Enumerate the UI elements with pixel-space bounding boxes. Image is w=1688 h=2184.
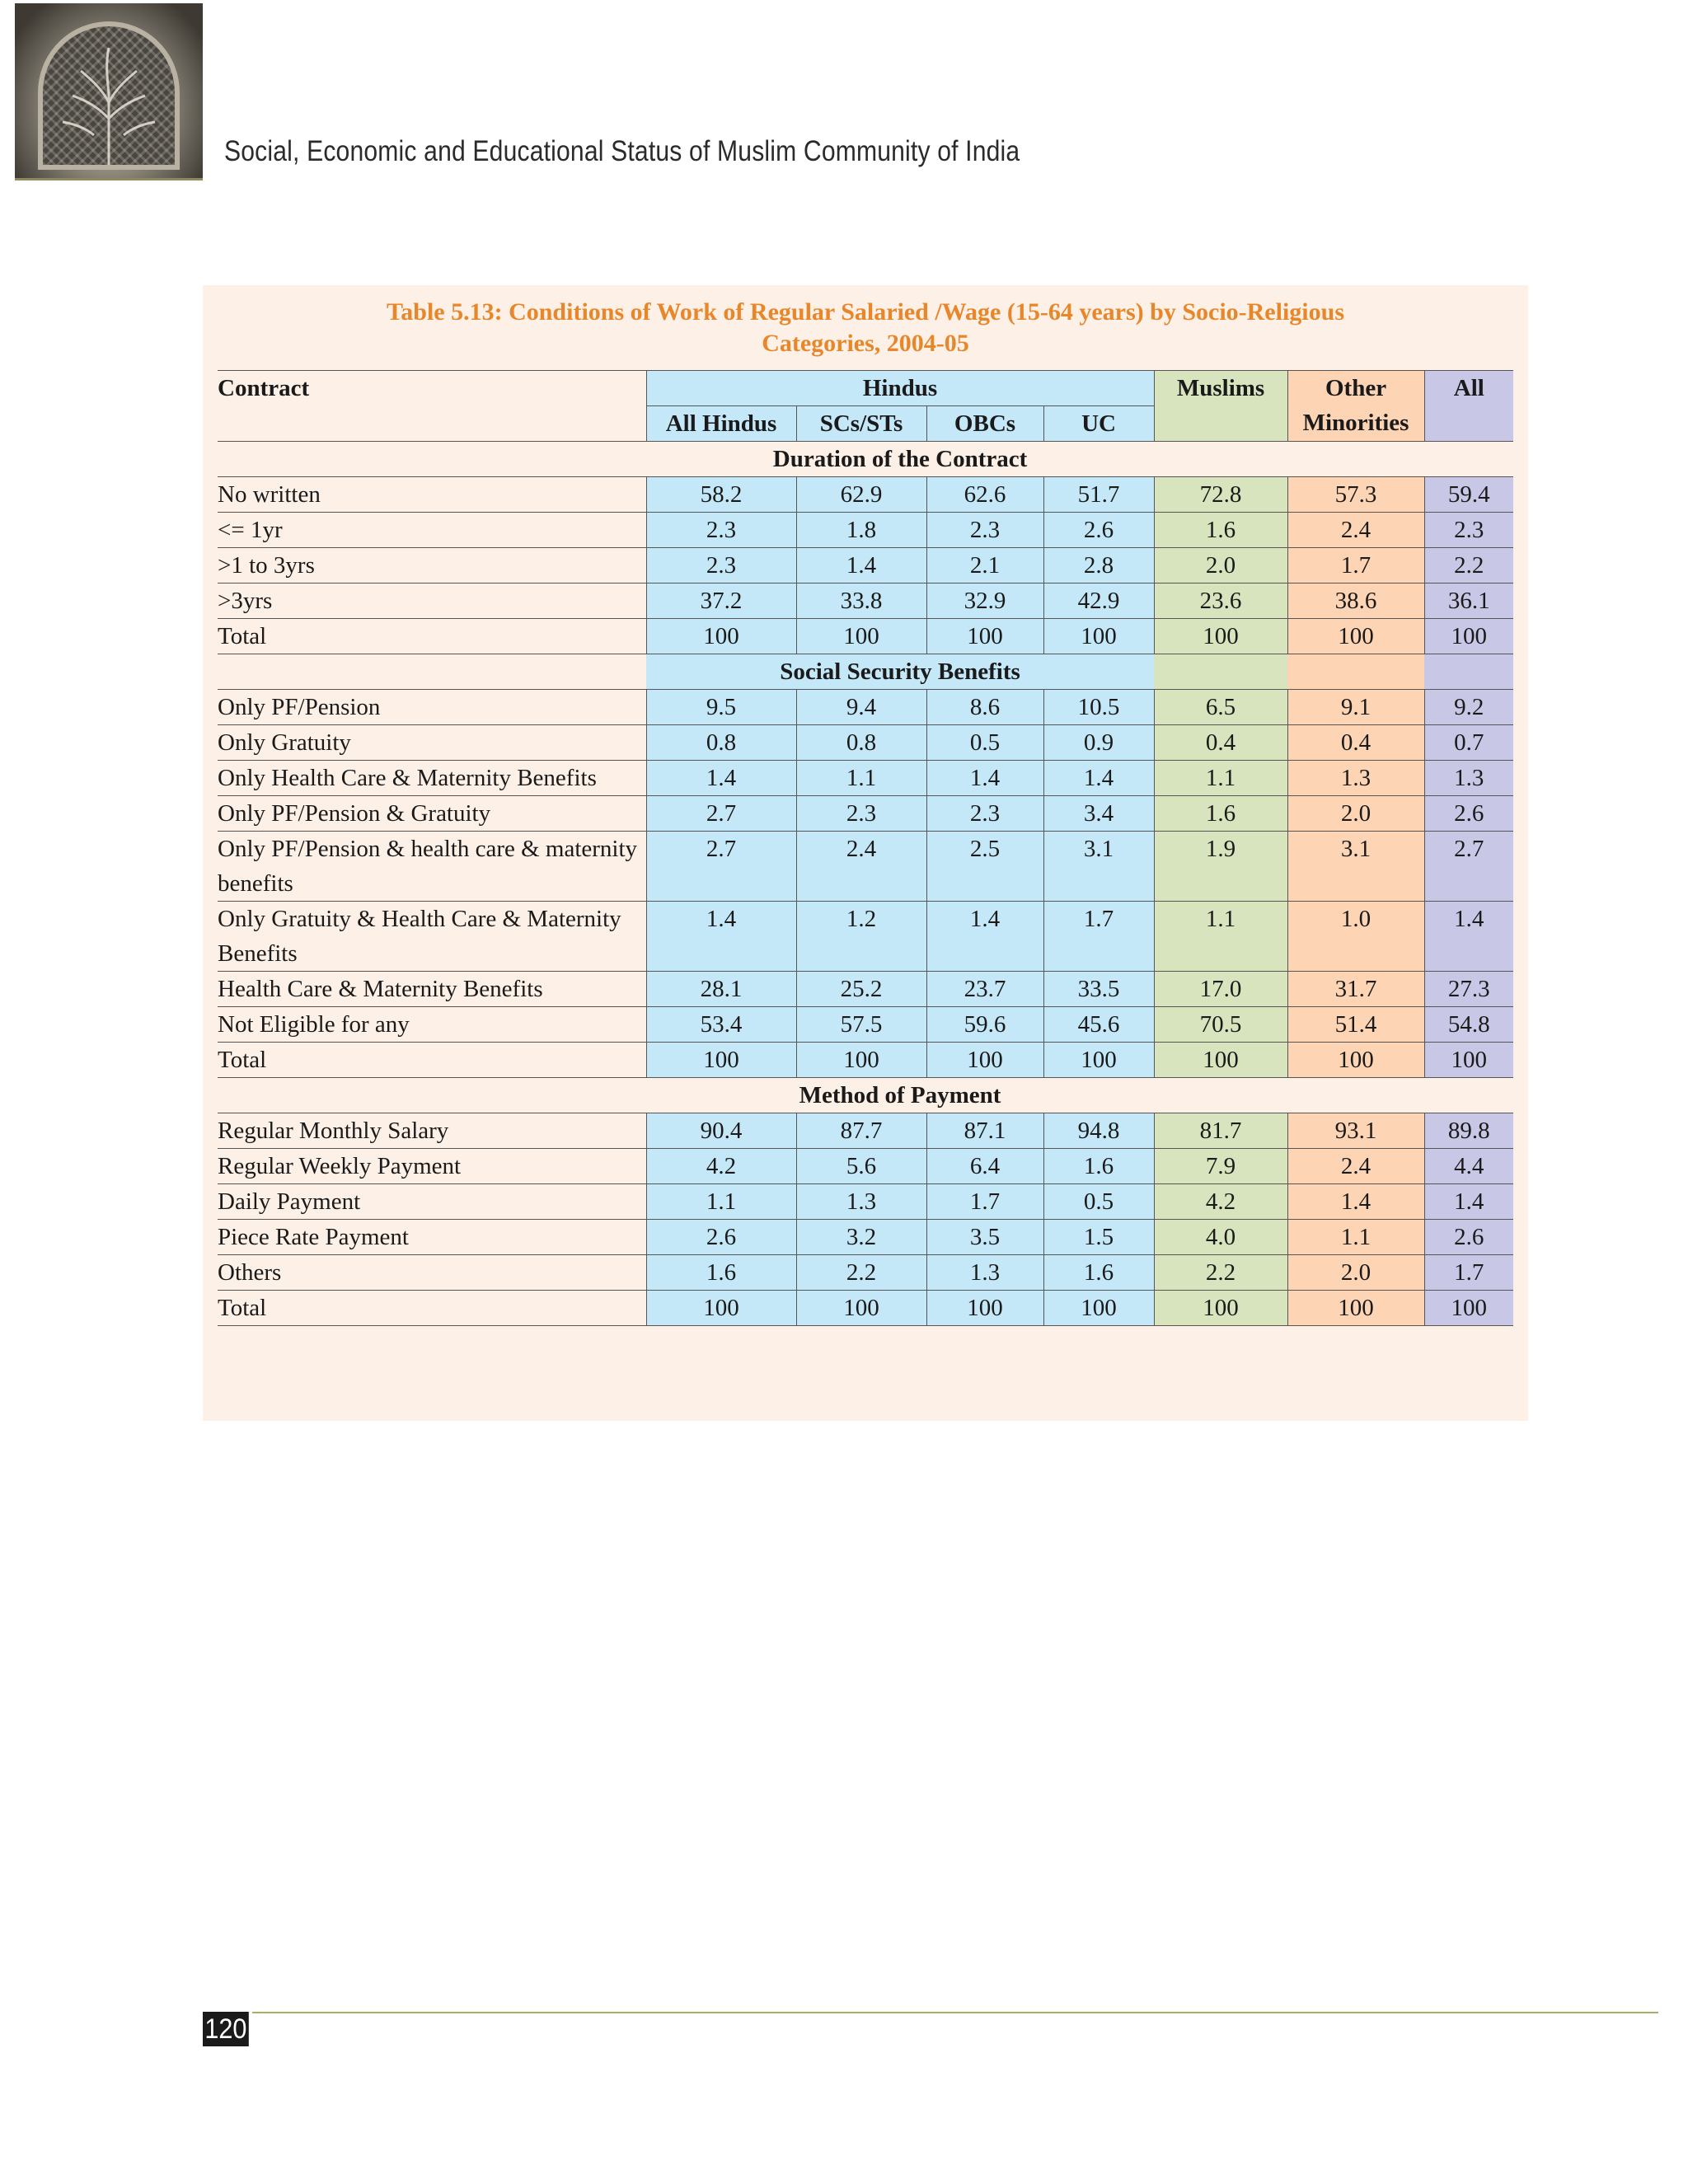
value-cell: 1.3 — [796, 1184, 926, 1220]
table-body — [218, 442, 1513, 1326]
value-cell: 1.3 — [1424, 761, 1513, 796]
value-cell: 32.9 — [926, 583, 1043, 619]
table-row — [218, 1007, 1513, 1043]
value-cell: 2.7 — [1424, 832, 1513, 902]
value-cell: 3.1 — [1043, 832, 1154, 902]
value-cell: 51.4 — [1287, 1007, 1424, 1043]
value-cell: 10.5 — [1043, 690, 1154, 725]
header-all: All — [1424, 371, 1513, 442]
value-cell: 9.2 — [1424, 690, 1513, 725]
value-cell: 9.5 — [646, 690, 796, 725]
value-cell: 1.7 — [926, 1184, 1043, 1220]
value-cell: 2.3 — [796, 796, 926, 832]
value-cell: 36.1 — [1424, 583, 1513, 619]
row-label: Total — [218, 1291, 646, 1326]
page-number: 120 — [203, 2012, 249, 2046]
value-cell: 100 — [646, 619, 796, 654]
value-cell: 2.3 — [646, 513, 796, 548]
value-cell: 1.5 — [1043, 1220, 1154, 1255]
value-cell: 5.6 — [796, 1149, 926, 1184]
table-caption-line-1: Table 5.13: Conditions of Work of Regular Salaried /Wage (15-64 years) by Socio-Religious — [387, 298, 1344, 326]
value-cell: 2.4 — [1287, 513, 1424, 548]
value-cell: 0.8 — [646, 725, 796, 761]
table-row — [218, 1149, 1513, 1184]
value-cell: 81.7 — [1154, 1113, 1287, 1149]
value-cell: 4.2 — [646, 1149, 796, 1184]
table-caption-line-2: Categories, 2004-05 — [762, 330, 969, 357]
value-cell: 62.6 — [926, 477, 1043, 513]
row-label: Total — [218, 1043, 646, 1078]
value-cell: 2.4 — [1287, 1149, 1424, 1184]
value-cell: 3.5 — [926, 1220, 1043, 1255]
row-label: Others — [218, 1255, 646, 1291]
value-cell: 2.7 — [646, 832, 796, 902]
table-row — [218, 690, 1513, 725]
section-blank-cell — [1424, 1078, 1513, 1113]
value-cell: 45.6 — [1043, 1007, 1154, 1043]
section-color-cell — [1154, 654, 1287, 690]
table-row — [218, 902, 1513, 972]
row-label: Only Gratuity — [218, 725, 646, 761]
value-cell: 1.6 — [646, 1255, 796, 1291]
header-hindus: Hindus — [646, 371, 1154, 406]
value-cell: 4.2 — [1154, 1184, 1287, 1220]
table-row — [218, 1043, 1513, 1078]
header-other-minorities — [1287, 371, 1424, 442]
section-blank-cell — [1424, 442, 1513, 477]
value-cell: 100 — [1154, 1291, 1287, 1326]
value-cell: 7.9 — [1154, 1149, 1287, 1184]
value-cell: 3.2 — [796, 1220, 926, 1255]
section-blank-cell — [1154, 442, 1287, 477]
row-label: Only PF/Pension & health care & maternity benefits — [218, 832, 646, 902]
running-header-title: Social, Economic and Educational Status of Muslim Community of India — [224, 135, 1020, 167]
value-cell: 2.8 — [1043, 548, 1154, 583]
value-cell: 100 — [1287, 1291, 1424, 1326]
value-cell: 2.2 — [796, 1255, 926, 1291]
value-cell: 2.3 — [1424, 513, 1513, 548]
value-cell: 6.4 — [926, 1149, 1043, 1184]
table-panel — [203, 285, 1528, 1421]
row-label: Health Care & Maternity Benefits — [218, 972, 646, 1007]
value-cell: 100 — [926, 1043, 1043, 1078]
value-cell: 100 — [1424, 1291, 1513, 1326]
data-table — [218, 370, 1513, 1326]
value-cell: 2.0 — [1154, 548, 1287, 583]
value-cell: 100 — [646, 1291, 796, 1326]
value-cell: 0.4 — [1154, 725, 1287, 761]
value-cell: 0.5 — [1043, 1184, 1154, 1220]
value-cell: 2.1 — [926, 548, 1043, 583]
value-cell: 2.6 — [1043, 513, 1154, 548]
value-cell: 1.7 — [1043, 902, 1154, 972]
value-cell: 27.3 — [1424, 972, 1513, 1007]
header-contract: Contract — [218, 371, 646, 442]
value-cell: 1.1 — [1287, 1220, 1424, 1255]
value-cell: 1.6 — [1043, 1149, 1154, 1184]
table-row — [218, 761, 1513, 796]
value-cell: 37.2 — [646, 583, 796, 619]
section-blank-cell — [1287, 442, 1424, 477]
value-cell: 1.1 — [796, 761, 926, 796]
value-cell: 31.7 — [1287, 972, 1424, 1007]
tree-of-life-icon — [15, 3, 203, 178]
value-cell: 100 — [1154, 1043, 1287, 1078]
table-row — [218, 477, 1513, 513]
value-cell: 1.4 — [646, 902, 796, 972]
value-cell: 9.4 — [796, 690, 926, 725]
header-obcs: OBCs — [926, 406, 1043, 442]
value-cell: 1.0 — [1287, 902, 1424, 972]
value-cell: 2.5 — [926, 832, 1043, 902]
value-cell: 62.9 — [796, 477, 926, 513]
value-cell: 2.2 — [1154, 1255, 1287, 1291]
section-title-row — [218, 442, 1513, 477]
header-muslims: Muslims — [1154, 371, 1287, 442]
value-cell: 100 — [1287, 1043, 1424, 1078]
value-cell: 58.2 — [646, 477, 796, 513]
row-label: Only Health Care & Maternity Benefits — [218, 761, 646, 796]
value-cell: 1.6 — [1154, 796, 1287, 832]
value-cell: 100 — [796, 1043, 926, 1078]
section-spacer-cell — [218, 442, 646, 477]
section-title-row — [218, 1078, 1513, 1113]
value-cell: 1.4 — [646, 761, 796, 796]
value-cell: 2.6 — [646, 1220, 796, 1255]
section-spacer-cell — [218, 654, 646, 690]
value-cell: 90.4 — [646, 1113, 796, 1149]
value-cell: 100 — [1287, 619, 1424, 654]
section-title: Method of Payment — [646, 1078, 1154, 1113]
value-cell: 100 — [1424, 619, 1513, 654]
footer-rule — [252, 2012, 1658, 2013]
value-cell: 70.5 — [1154, 1007, 1287, 1043]
value-cell: 33.8 — [796, 583, 926, 619]
value-cell: 93.1 — [1287, 1113, 1424, 1149]
value-cell: 1.7 — [1287, 548, 1424, 583]
section-title-row — [218, 654, 1513, 690]
value-cell: 100 — [646, 1043, 796, 1078]
value-cell: 72.8 — [1154, 477, 1287, 513]
value-cell: 1.3 — [926, 1255, 1043, 1291]
value-cell: 1.1 — [1154, 761, 1287, 796]
row-label: Regular Monthly Salary — [218, 1113, 646, 1149]
row-label: >3yrs — [218, 583, 646, 619]
row-label: No written — [218, 477, 646, 513]
value-cell: 2.2 — [1424, 548, 1513, 583]
value-cell: 23.7 — [926, 972, 1043, 1007]
row-label: Only PF/Pension — [218, 690, 646, 725]
value-cell: 1.4 — [926, 902, 1043, 972]
value-cell: 0.7 — [1424, 725, 1513, 761]
value-cell: 1.1 — [646, 1184, 796, 1220]
header-mosque-image — [15, 3, 203, 180]
table-row — [218, 796, 1513, 832]
value-cell: 2.0 — [1287, 796, 1424, 832]
header-all-hindus: All Hindus — [646, 406, 796, 442]
value-cell: 87.7 — [796, 1113, 926, 1149]
value-cell: 1.3 — [1287, 761, 1424, 796]
value-cell: 87.1 — [926, 1113, 1043, 1149]
table-row — [218, 619, 1513, 654]
value-cell: 1.1 — [1154, 902, 1287, 972]
value-cell: 1.7 — [1424, 1255, 1513, 1291]
section-blank-cell — [1154, 1078, 1287, 1113]
value-cell: 9.1 — [1287, 690, 1424, 725]
value-cell: 57.5 — [796, 1007, 926, 1043]
table-caption — [203, 297, 1528, 359]
header-scs-sts: SCs/STs — [796, 406, 926, 442]
value-cell: 2.0 — [1287, 1255, 1424, 1291]
value-cell: 100 — [926, 619, 1043, 654]
value-cell: 51.7 — [1043, 477, 1154, 513]
table-row — [218, 1220, 1513, 1255]
value-cell: 100 — [1154, 619, 1287, 654]
row-label: Regular Weekly Payment — [218, 1149, 646, 1184]
value-cell: 53.4 — [646, 1007, 796, 1043]
value-cell: 54.8 — [1424, 1007, 1513, 1043]
row-label: Not Eligible for any — [218, 1007, 646, 1043]
value-cell: 1.4 — [1424, 1184, 1513, 1220]
value-cell: 100 — [796, 619, 926, 654]
value-cell: 94.8 — [1043, 1113, 1154, 1149]
value-cell: 1.2 — [796, 902, 926, 972]
value-cell: 100 — [926, 1291, 1043, 1326]
header-other-line-1: Other — [1325, 375, 1387, 401]
value-cell: 23.6 — [1154, 583, 1287, 619]
row-label: >1 to 3yrs — [218, 548, 646, 583]
value-cell: 0.4 — [1287, 725, 1424, 761]
value-cell: 100 — [1043, 619, 1154, 654]
section-color-cell — [1287, 654, 1424, 690]
table-row — [218, 1113, 1513, 1149]
value-cell: 42.9 — [1043, 583, 1154, 619]
value-cell: 33.5 — [1043, 972, 1154, 1007]
table-row — [218, 513, 1513, 548]
row-label: Piece Rate Payment — [218, 1220, 646, 1255]
row-label: Only PF/Pension & Gratuity — [218, 796, 646, 832]
table-row — [218, 832, 1513, 902]
section-blank-cell — [1287, 1078, 1424, 1113]
header-uc: UC — [1043, 406, 1154, 442]
value-cell: 6.5 — [1154, 690, 1287, 725]
table-row — [218, 1184, 1513, 1220]
table-row — [218, 972, 1513, 1007]
section-spacer-cell — [218, 1078, 646, 1113]
value-cell: 1.6 — [1043, 1255, 1154, 1291]
section-title: Duration of the Contract — [646, 442, 1154, 477]
row-label: <= 1yr — [218, 513, 646, 548]
table-row — [218, 1255, 1513, 1291]
value-cell: 1.4 — [926, 761, 1043, 796]
value-cell: 0.9 — [1043, 725, 1154, 761]
value-cell: 2.6 — [1424, 1220, 1513, 1255]
value-cell: 1.4 — [1287, 1184, 1424, 1220]
value-cell: 1.4 — [796, 548, 926, 583]
value-cell: 0.5 — [926, 725, 1043, 761]
value-cell: 3.4 — [1043, 796, 1154, 832]
value-cell: 1.4 — [1424, 902, 1513, 972]
value-cell: 4.0 — [1154, 1220, 1287, 1255]
table-row — [218, 1291, 1513, 1326]
table-row — [218, 583, 1513, 619]
value-cell: 17.0 — [1154, 972, 1287, 1007]
value-cell: 38.6 — [1287, 583, 1424, 619]
value-cell: 100 — [1424, 1043, 1513, 1078]
value-cell: 100 — [796, 1291, 926, 1326]
value-cell: 4.4 — [1424, 1149, 1513, 1184]
value-cell: 1.6 — [1154, 513, 1287, 548]
row-label: Only Gratuity & Health Care & Maternity Benefits — [218, 902, 646, 972]
table-row — [218, 725, 1513, 761]
value-cell: 0.8 — [796, 725, 926, 761]
value-cell: 2.3 — [646, 548, 796, 583]
value-cell: 3.1 — [1287, 832, 1424, 902]
section-color-cell — [1424, 654, 1513, 690]
value-cell: 100 — [1043, 1291, 1154, 1326]
value-cell: 1.9 — [1154, 832, 1287, 902]
value-cell: 25.2 — [796, 972, 926, 1007]
row-label: Total — [218, 619, 646, 654]
value-cell: 28.1 — [646, 972, 796, 1007]
value-cell: 1.4 — [1043, 761, 1154, 796]
table-row — [218, 548, 1513, 583]
value-cell: 2.3 — [926, 513, 1043, 548]
row-label: Daily Payment — [218, 1184, 646, 1220]
value-cell: 100 — [1043, 1043, 1154, 1078]
value-cell: 1.8 — [796, 513, 926, 548]
value-cell: 89.8 — [1424, 1113, 1513, 1149]
value-cell: 57.3 — [1287, 477, 1424, 513]
value-cell: 59.6 — [926, 1007, 1043, 1043]
value-cell: 2.7 — [646, 796, 796, 832]
value-cell: 8.6 — [926, 690, 1043, 725]
header-row-1 — [218, 371, 1513, 406]
value-cell: 59.4 — [1424, 477, 1513, 513]
value-cell: 2.3 — [926, 796, 1043, 832]
value-cell: 2.4 — [796, 832, 926, 902]
header-other-line-2: Minorities — [1302, 410, 1409, 436]
value-cell: 2.6 — [1424, 796, 1513, 832]
section-title: Social Security Benefits — [646, 654, 1154, 690]
